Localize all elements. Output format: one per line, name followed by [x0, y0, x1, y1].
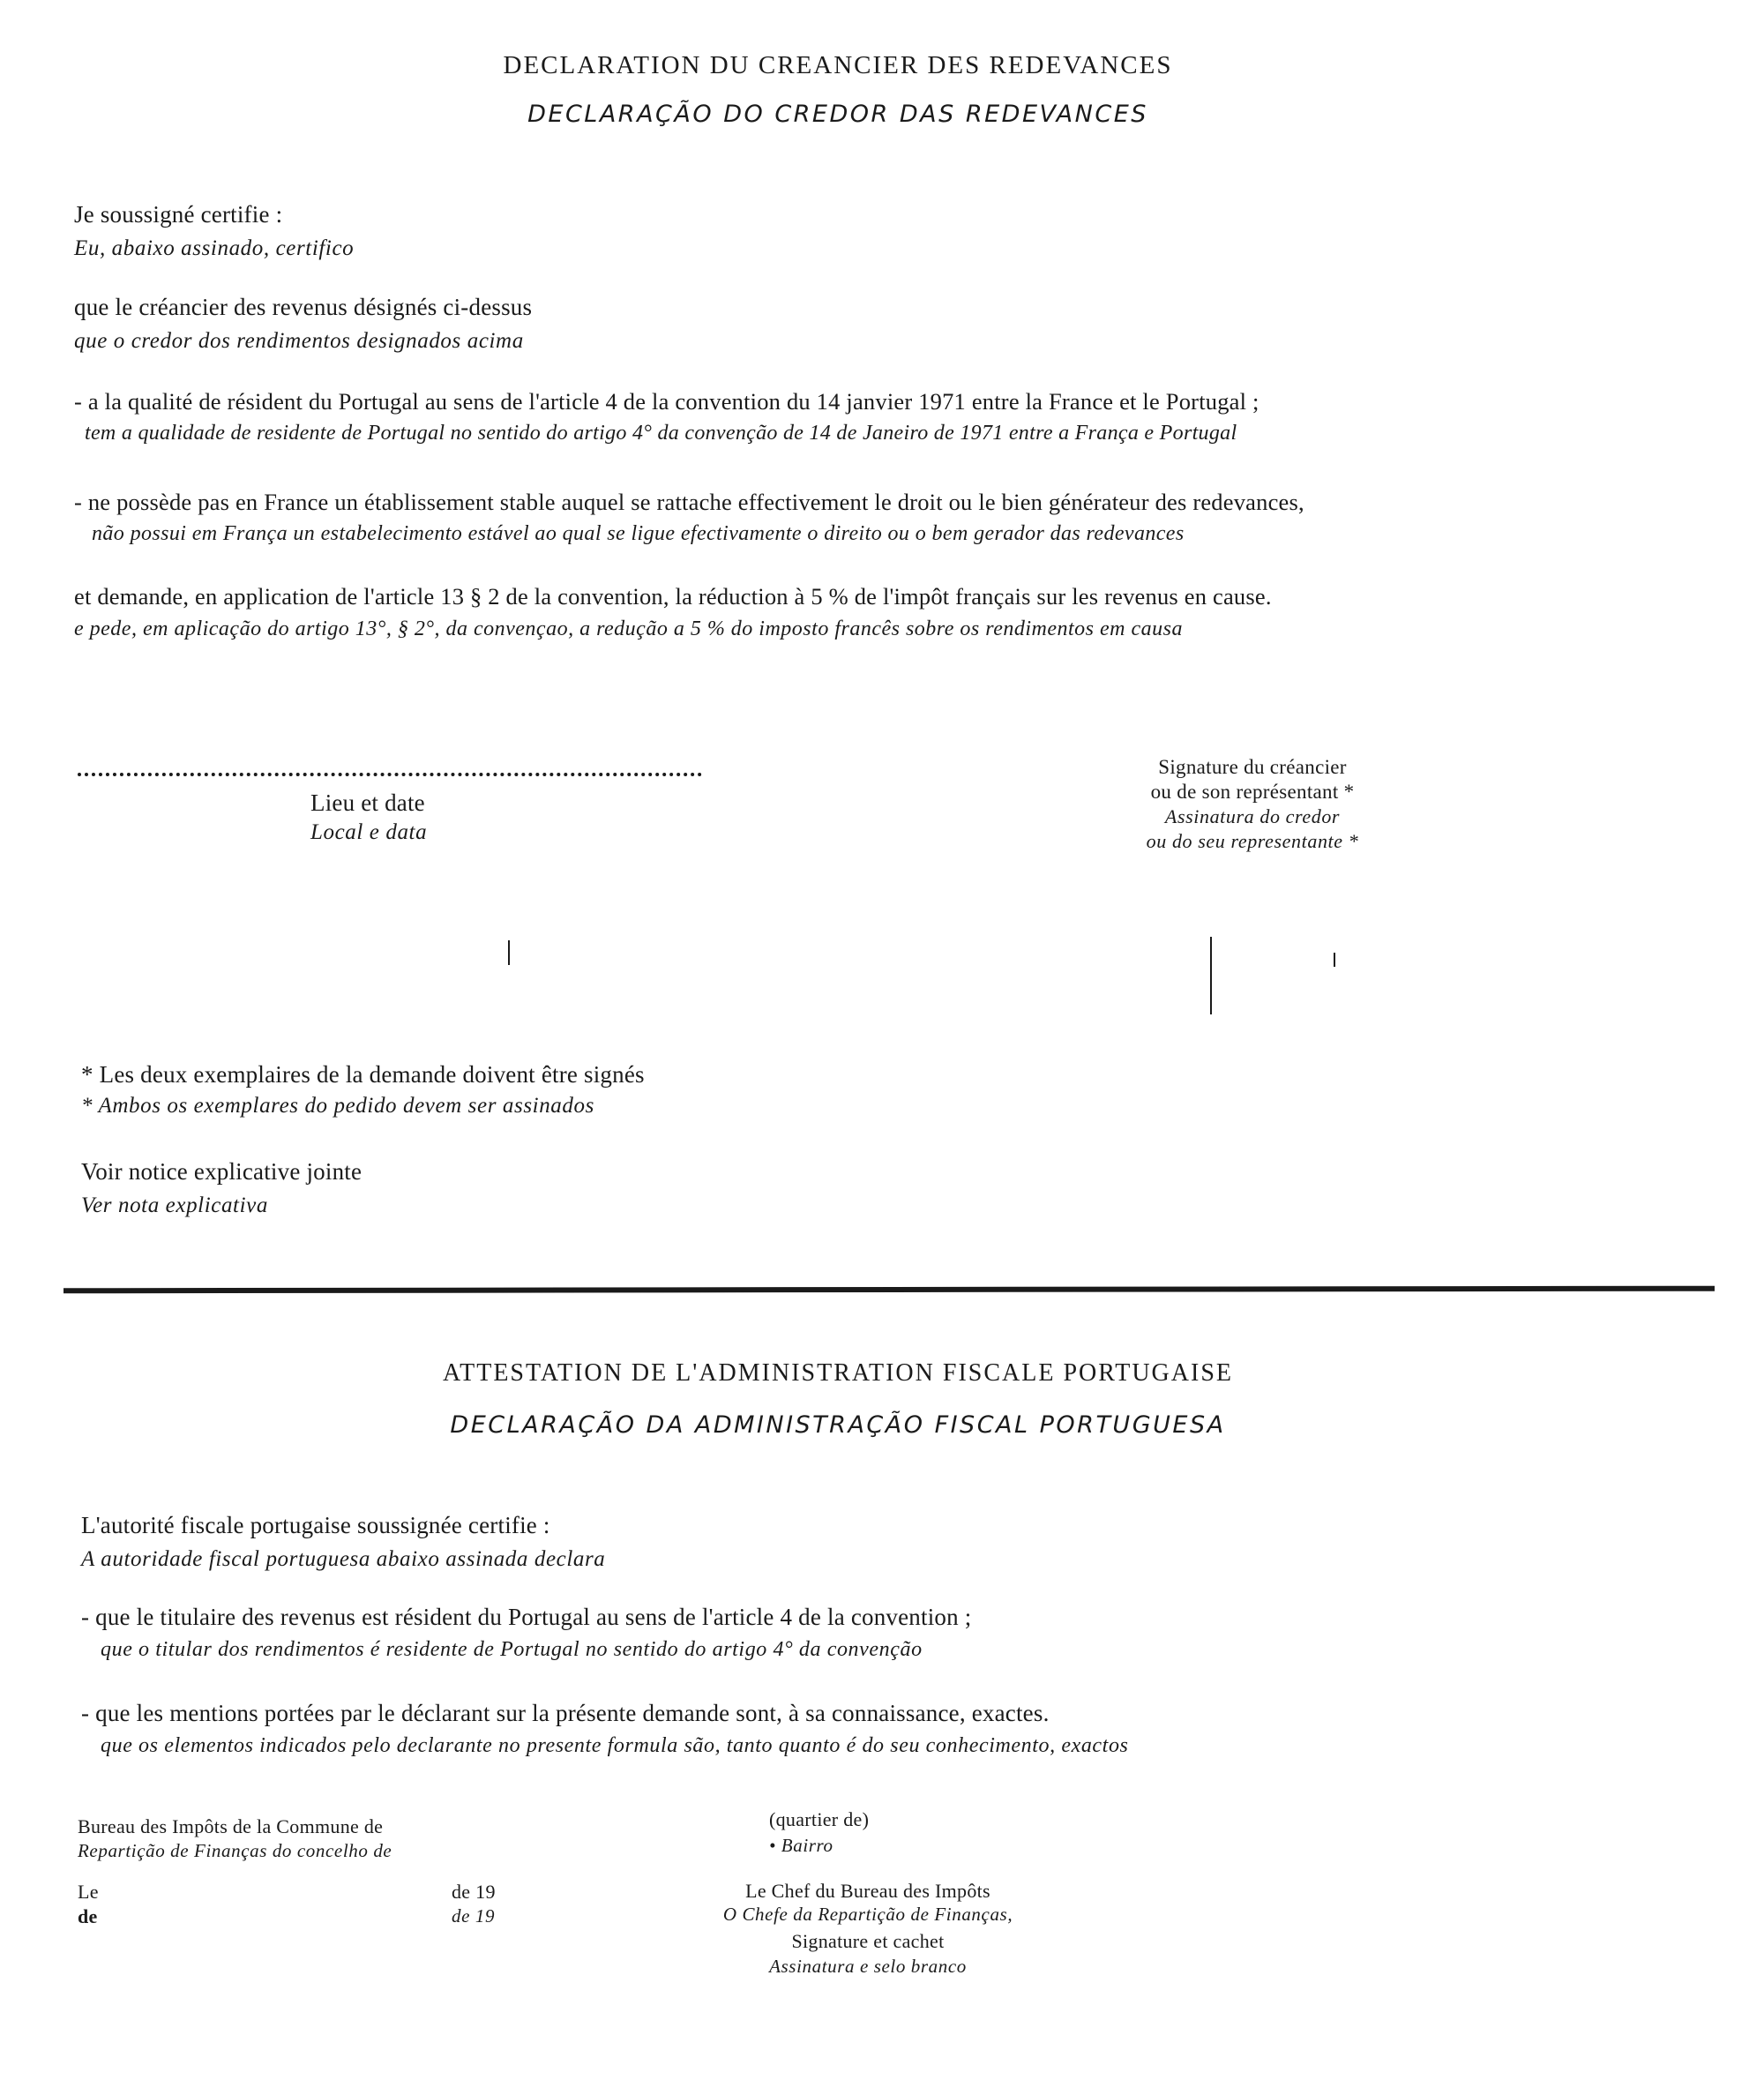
reduction-request-pt: e pede, em aplicação do artigo 13°, § 2°, da convençao, a redução a 5 % do imposto francês sobre os rendimentos em causa	[74, 617, 1183, 640]
district-label-pt: • Bairro	[769, 1835, 833, 1856]
attestation-title-pt: DECLARAÇÃO DA ADMINISTRAÇÃO FISCAL PORTUGUESA	[450, 1411, 1226, 1439]
stamp-label-fr: Signature et cachet	[791, 1930, 945, 1952]
chief-label-fr: Le Chef du Bureau des Impôts	[745, 1880, 990, 1902]
scan-mark	[1334, 953, 1335, 967]
resident-item-pt: que o titular dos rendimentos é residente de Portugal no sentido do artigo 4° da convenção	[101, 1638, 923, 1661]
chief-signature-block	[656, 1879, 1080, 1978]
residency-item-fr: - a la qualité de résident du Portugal au sens de l'article 4 de la convention du 14 janvier 1971 entre la France et le Portugal ;	[74, 388, 1259, 415]
certify-statement-pt: Eu, abaixo assinado, certifico	[74, 236, 355, 260]
creditor-clause-pt: que o credor dos rendimentos designados acima	[74, 329, 524, 353]
attestation-title-fr: ATTESTATION DE L'ADMINISTRATION FISCALE PORTUGAISE	[443, 1359, 1233, 1387]
accuracy-item-pt: que os elementos indicados pelo declarante no presente formula são, tanto quanto é do seu conhecimento, exactos	[101, 1734, 1129, 1757]
establishment-item-fr: - ne possède pas en France un établissement stable auquel se rattache effectivement le droit ou le bien générateur des redevances,	[74, 489, 1304, 515]
date-prefix-pt: de	[78, 1905, 98, 1927]
authority-statement-pt: A autoridade fiscal portuguesa abaixo assinada declara	[81, 1547, 606, 1571]
stamp-label-pt: Assinatura e selo branco	[769, 1956, 967, 1977]
creditor-clause-fr: que le créancier des revenus désignés ci-dessus	[74, 294, 533, 320]
section-divider	[64, 1286, 1715, 1294]
date-year-fr: de 19	[452, 1881, 496, 1903]
residency-item-pt: tem a qualidade de residente de Portugal no sentido do artigo 4° da convenção de 14 de Janeiro de 1971 entre a França e Portugal	[85, 422, 1237, 445]
signature-label-fr-2: ou de son représentant *	[1150, 781, 1355, 803]
notice-pt: Ver nota explicativa	[81, 1193, 268, 1217]
scan-mark	[508, 940, 510, 965]
signing-note-pt: * Ambos os exemplares do pedido devem ser assinados	[81, 1094, 594, 1118]
certify-statement-fr: Je soussigné certifie :	[74, 201, 283, 228]
creditor-signature-block	[1041, 755, 1464, 854]
chief-label-pt: O Chefe da Repartição de Finanças,	[722, 1904, 1013, 1925]
signing-note-fr: * Les deux exemplaires de la demande doivent être signés	[81, 1061, 645, 1088]
creditor-title-fr: DECLARATION DU CREANCIER DES REDEVANCES	[503, 51, 1173, 79]
date-year-pt: de 19	[452, 1905, 496, 1927]
accuracy-item-fr: - que les mentions portées par le déclarant sur la présente demande sont, à sa connaissance, exactes.	[81, 1700, 1050, 1726]
establishment-item-pt: não possui em França un estabelecimento estável ao qual se ligue efectivamente o direito ou o bem gerador das redevances	[92, 522, 1185, 545]
place-date-line	[78, 773, 702, 780]
resident-item-fr: - que le titulaire des revenus est résident du Portugal au sens de l'article 4 de la convention ;	[81, 1604, 972, 1630]
place-date-label-fr: Lieu et date	[310, 789, 425, 816]
date-prefix-fr: Le	[78, 1881, 99, 1903]
district-label-fr: (quartier de)	[769, 1808, 870, 1830]
tax-bureau-label-fr: Bureau des Impôts de la Commune de	[78, 1815, 384, 1837]
creditor-title-pt: DECLARAÇÃO DO CREDOR DAS REDEVANCES	[527, 101, 1148, 128]
reduction-request-fr: et demande, en application de l'article 13 § 2 de la convention, la réduction à 5 % de l'impôt français sur les revenus en cause.	[74, 583, 1272, 610]
signature-label-pt-1: Assinatura do credor	[1164, 805, 1341, 827]
authority-statement-fr: L'autorité fiscale portugaise soussignée certifie :	[81, 1512, 550, 1538]
place-date-label-pt: Local e data	[310, 820, 428, 844]
scan-mark	[1210, 937, 1212, 1014]
notice-fr: Voir notice explicative jointe	[81, 1158, 363, 1185]
tax-bureau-label-pt: Repartição de Finanças do concelho de	[78, 1840, 392, 1861]
signature-label-fr-1: Signature du créancier	[1158, 756, 1347, 778]
signature-label-pt-2: ou do seu representante *	[1146, 830, 1359, 852]
